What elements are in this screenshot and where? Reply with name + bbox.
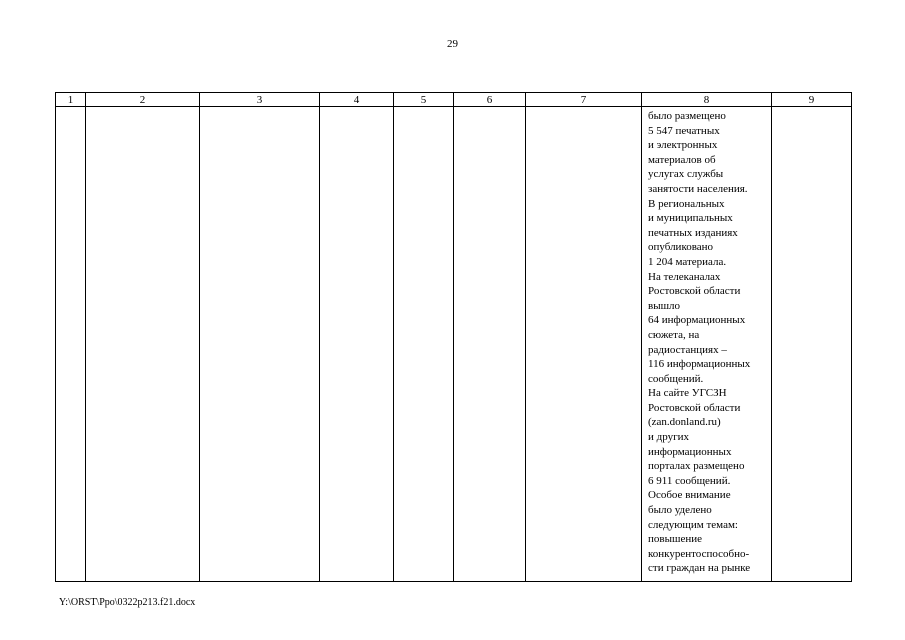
column-header-4: 4 [320, 93, 394, 107]
cell-col-3 [200, 107, 320, 582]
cell-text-line: 5 547 печатных [648, 124, 720, 137]
column-header-2: 2 [86, 93, 200, 107]
cell-text-line: сюжета, на [648, 328, 700, 341]
cell-text-line: (zan.donland.ru) [648, 416, 721, 429]
column-header-1: 1 [56, 93, 86, 107]
cell-text-line: 116 информационных [648, 358, 751, 371]
cell-text-line: следующим темам: [648, 518, 738, 531]
cell-col-6 [454, 107, 526, 582]
cell-text-line: и муниципальных [648, 212, 733, 225]
cell-text-line: было размещено [648, 110, 726, 122]
cell-text-line: информационных [648, 445, 732, 458]
cell-text-line: 64 информационных [648, 314, 746, 327]
table-header-row [56, 93, 852, 107]
cell-text-line: Ростовской области [648, 401, 741, 414]
footer-file-path: Y:\ORST\Ppo\0322p213.f21.docx [59, 597, 196, 608]
cell-text-line: На сайте УГСЗН [648, 387, 727, 400]
cell-col-8 [642, 107, 772, 582]
column-header-6: 6 [454, 93, 526, 107]
cell-text-line: опубликовано [648, 241, 714, 254]
cell-text-line: повышение [648, 533, 702, 546]
cell-text-line: Ростовской области [648, 285, 741, 298]
cell-text-line: и других [648, 431, 689, 444]
cell-text-line: На телеканалах [648, 270, 721, 283]
cell-text-line: конкурентоспособно- [648, 547, 750, 560]
cell-text-line: 1 204 материала. [648, 255, 727, 268]
cell-col-1 [56, 107, 86, 582]
cell-col-7 [526, 107, 642, 582]
cell-text-line: услугах службы [648, 168, 724, 181]
cell-col-4 [320, 107, 394, 582]
column-header-8: 8 [642, 93, 772, 107]
column-header-5: 5 [394, 93, 454, 107]
page-number: 29 [447, 38, 458, 50]
cell-text-line: занятости населения. [648, 182, 748, 195]
cell-text-line: 6 911 сообщений. [648, 474, 731, 487]
cell-col-5 [394, 107, 454, 582]
cell-col-9 [772, 107, 852, 582]
document-table [55, 92, 852, 582]
cell-text-line: сообщений. [648, 372, 704, 385]
cell-text-line: порталах размещено [648, 460, 745, 473]
cell-text-line: вышло [648, 299, 681, 312]
cell-text-line: сти граждан на рынке [648, 562, 751, 575]
column-header-7: 7 [526, 93, 642, 107]
cell-text-line: В региональных [648, 197, 725, 210]
table-row [56, 107, 852, 582]
cell-col-2 [86, 107, 200, 582]
cell-text-line: Особое внимание [648, 489, 731, 502]
cell-text-line: было уделено [648, 504, 712, 517]
column-header-9: 9 [772, 93, 852, 107]
cell-text-line: радиостанциях – [648, 343, 727, 356]
cell-text-line: и электронных [648, 139, 718, 152]
cell-text-line: печатных изданиях [648, 226, 738, 239]
cell-text-line: материалов об [648, 153, 716, 166]
column-header-3: 3 [200, 93, 320, 107]
